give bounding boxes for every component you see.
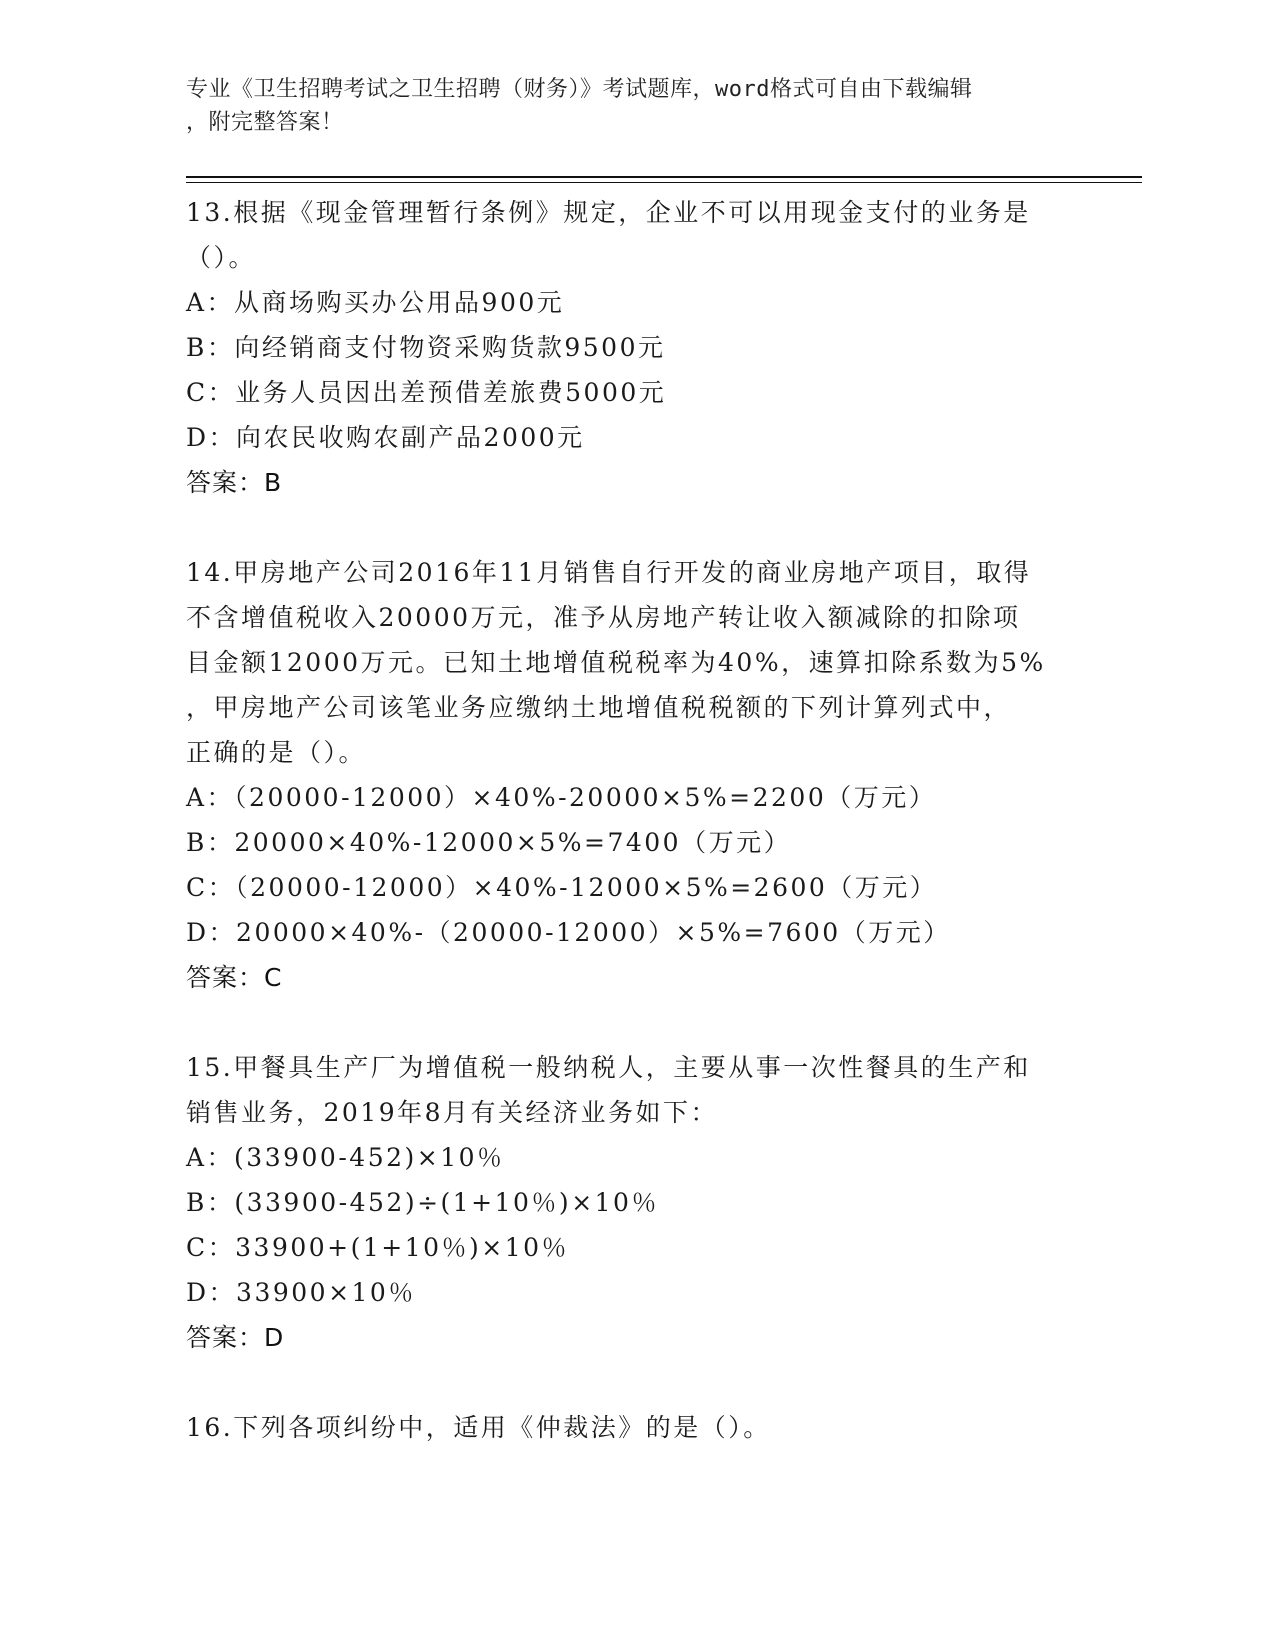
question-stem-line: （）。 (186, 243, 257, 272)
question-stem-line: 16.下列各项纠纷中，适用《仲裁法》的是（）。 (186, 1413, 771, 1442)
option-c: C：33900+(1+10％)×10％ (186, 1233, 570, 1262)
option-a: A：从商场购买办公用品900元 (186, 288, 565, 317)
spacer (186, 1360, 1086, 1405)
spacer (186, 1000, 1086, 1045)
answer: 答案：C (186, 963, 283, 992)
document-header (186, 73, 1066, 139)
question-16 (186, 1405, 1086, 1450)
spacer (186, 505, 1086, 550)
question-15 (186, 1045, 1086, 1360)
option-c: C：业务人员因出差预借差旅费5000元 (186, 378, 667, 407)
question-14 (186, 550, 1086, 1000)
answer: 答案：B (186, 468, 283, 497)
question-stem-line: 销售业务，2019年8月有关经济业务如下： (186, 1098, 719, 1127)
question-stem-line: 13.根据《现金管理暂行条例》规定，企业不可以用现金支付的业务是 (186, 198, 1031, 227)
option-b: B：20000×40%-12000×5%=7400（万元） (186, 828, 792, 857)
question-13 (186, 190, 1086, 505)
option-c: C：（20000-12000）×40%-12000×5%=2600（万元） (186, 873, 938, 902)
header-divider-thick (186, 176, 1142, 178)
option-d: D：向农民收购农副产品2000元 (186, 423, 585, 452)
option-b: B：向经销商支付物资采购货款9500元 (186, 333, 666, 362)
option-d: D：33900×10％ (186, 1278, 416, 1307)
header-line-2: ，附完整答案！ (186, 110, 344, 135)
question-stem-line: 正确的是（）。 (186, 738, 367, 767)
answer: 答案：D (186, 1323, 285, 1352)
question-stem-line: 不含增值税收入20000万元，准予从房地产转让收入额减除的扣除项 (186, 603, 1021, 632)
option-a: A：（20000-12000）×40%-20000×5%=2200（万元） (186, 783, 937, 812)
header-line-1: 专业《卫生招聘考试之卫生招聘（财务）》考试题库，word格式可自由下载编辑 (186, 77, 973, 102)
option-d: D：20000×40%-（20000-12000）×5%=7600（万元） (186, 918, 951, 947)
question-stem-line: 目金额12000万元。已知土地增值税税率为40%，速算扣除系数为5% (186, 648, 1046, 677)
question-stem-line: 14.甲房地产公司2016年11月销售自行开发的商业房地产项目，取得 (186, 558, 1032, 587)
question-list (186, 190, 1086, 1450)
option-a: A：(33900-452)×10％ (186, 1143, 505, 1172)
header-divider-thin (186, 182, 1142, 183)
option-b: B：(33900-452)÷(1+10％)×10％ (186, 1188, 659, 1217)
question-stem-line: 15.甲餐具生产厂为增值税一般纳税人，主要从事一次性餐具的生产和 (186, 1053, 1031, 1082)
question-stem-line: ，甲房地产公司该笔业务应缴纳土地增值税税额的下列计算列式中， (186, 693, 1012, 722)
